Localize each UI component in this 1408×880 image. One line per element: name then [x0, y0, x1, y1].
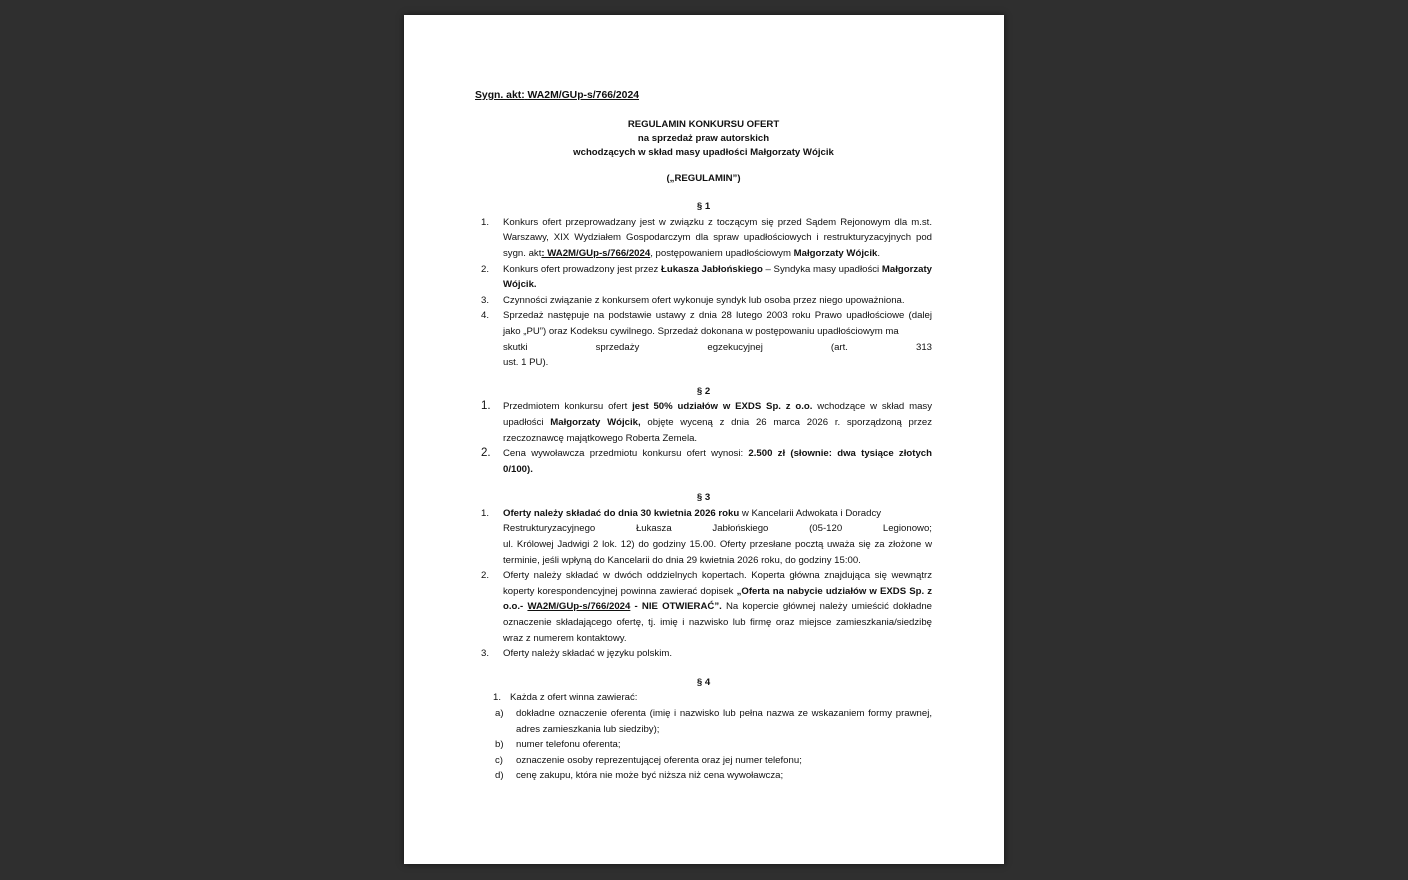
- section-heading-4: § 4: [696, 676, 711, 688]
- list-item: 2. Oferty należy składać w dwóch oddzielnych kopertach. Koperta główna znajdująca się wewnątrz koperty korespondencyjnej powinna zawierać dopisek „Oferta na nabycie udziałów w EXDS Sp. z o.o.- WA2M/GUp-s/766/2024 - NIE OTWIERAĆ”. Na kopercie głównej należy umieścić dokładne oznaczenie składającego ofertę, tj. imię i nazwisko lub firmę oraz miejsce zamieszkania/siedzibę wraz z numerem kontaktowy.: [481, 570, 933, 644]
- list-item: 1. Oferty należy składać do dnia 30 kwietnia 2026 roku w Kancelarii Adwokata i Doradcy Restrukturyzacyjnego Łukasza Jabłońskiego (05-120 Legionowo; ul. Królowej Jadwigi 2 lok. 12) do godziny 15.00. Oferty przesłane pocztą uważa się za złożone w terminie, jeśli wpłyną do Kancelarii do dnia 29 kwietnia 2026 roku, do godziny 15:00.: [481, 507, 932, 566]
- list-item: 2. Cena wywoławcza przedmiotu konkursu ofert wynosi: 2.500 zł (słownie: dwa tysiące złotych 0/100).: [481, 447, 932, 475]
- section-heading-3: § 3: [696, 492, 711, 504]
- sub-list-item: c) oznaczenie osoby reprezentującej oferenta oraz jej numer telefonu;: [495, 754, 802, 766]
- section-4-list: [475, 690, 932, 706]
- list-item: 1. Każda z ofert winna zawierać:: [493, 692, 638, 704]
- section-4-sublist: [475, 706, 932, 784]
- document-title: REGULAMIN KONKURSU OFERT na sprzedaż praw autorskich wchodzących w skład masy upadłości Małgorzaty Wójcik: [573, 118, 834, 158]
- document-content: [475, 88, 932, 784]
- sub-list-item: d) cenę zakupu, która nie może być niższa niż cena wywoławcza;: [495, 770, 784, 782]
- list-item: 2. Konkurs ofert prowadzony jest przez Łukasza Jabłońskiego – Syndyka masy upadłości Małgorzaty Wójcik.: [481, 263, 932, 291]
- list-item: 1. Przedmiotem konkursu ofert jest 50% udziałów w EXDS Sp. z o.o. wchodzące w skład masy upadłości Małgorzaty Wójcik, objęte wyceną z dnia 26 marca 2026 r. sporządzoną przez rzeczoznawcę majątkowego Roberta Zemela.: [481, 400, 933, 444]
- section-1-list: [475, 215, 932, 371]
- list-item: 3. Oferty należy składać w języku polskim.: [481, 648, 673, 660]
- list-item: 3. Czynności związanie z konkursem ofert wykonuje syndyk lub osoba przez niego upoważniona.: [481, 294, 905, 306]
- document-page: [404, 15, 1004, 864]
- section-heading-2: § 2: [696, 385, 711, 397]
- section-heading-1: § 1: [696, 201, 711, 213]
- section-3-list: [475, 506, 932, 662]
- case-signature: Sygn. akt: WA2M/GUp-s/766/2024: [475, 90, 640, 101]
- sub-list-item: b) numer telefonu oferenta;: [495, 739, 621, 751]
- section-2-list: [475, 399, 932, 477]
- sub-list-item: a) dokładne oznaczenie oferenta (imię i nazwisko lub pełna nazwa ze wskazaniem formy prawnej, adres zamieszkania lub siedziby);: [495, 708, 932, 735]
- list-item: 4. Sprzedaż następuje na podstawie ustawy z dnia 28 lutego 2003 roku Prawo upadłościowe (dalej jako „PU”) oraz Kodeksu cywilnego. Sprzedaż dokonana w postępowaniu upadłościowym ma skutki sprzedaży egzekucyjnej (art. 313 ust. 1 PU).: [481, 310, 932, 369]
- short-title: („REGULAMIN”): [666, 172, 741, 184]
- list-item: 1. Konkurs ofert przeprowadzany jest w związku z toczącym się przed Sądem Rejonowym dla m.st. Warszawy, XIX Wydziałem Gospodarczym dla spraw upadłościowych i restrukturyzacyjnych pod sygn. akt: WA2M/GUp-s/766/2024, postępowaniem upadłościowym Małgorzaty Wójcik.: [481, 216, 932, 259]
